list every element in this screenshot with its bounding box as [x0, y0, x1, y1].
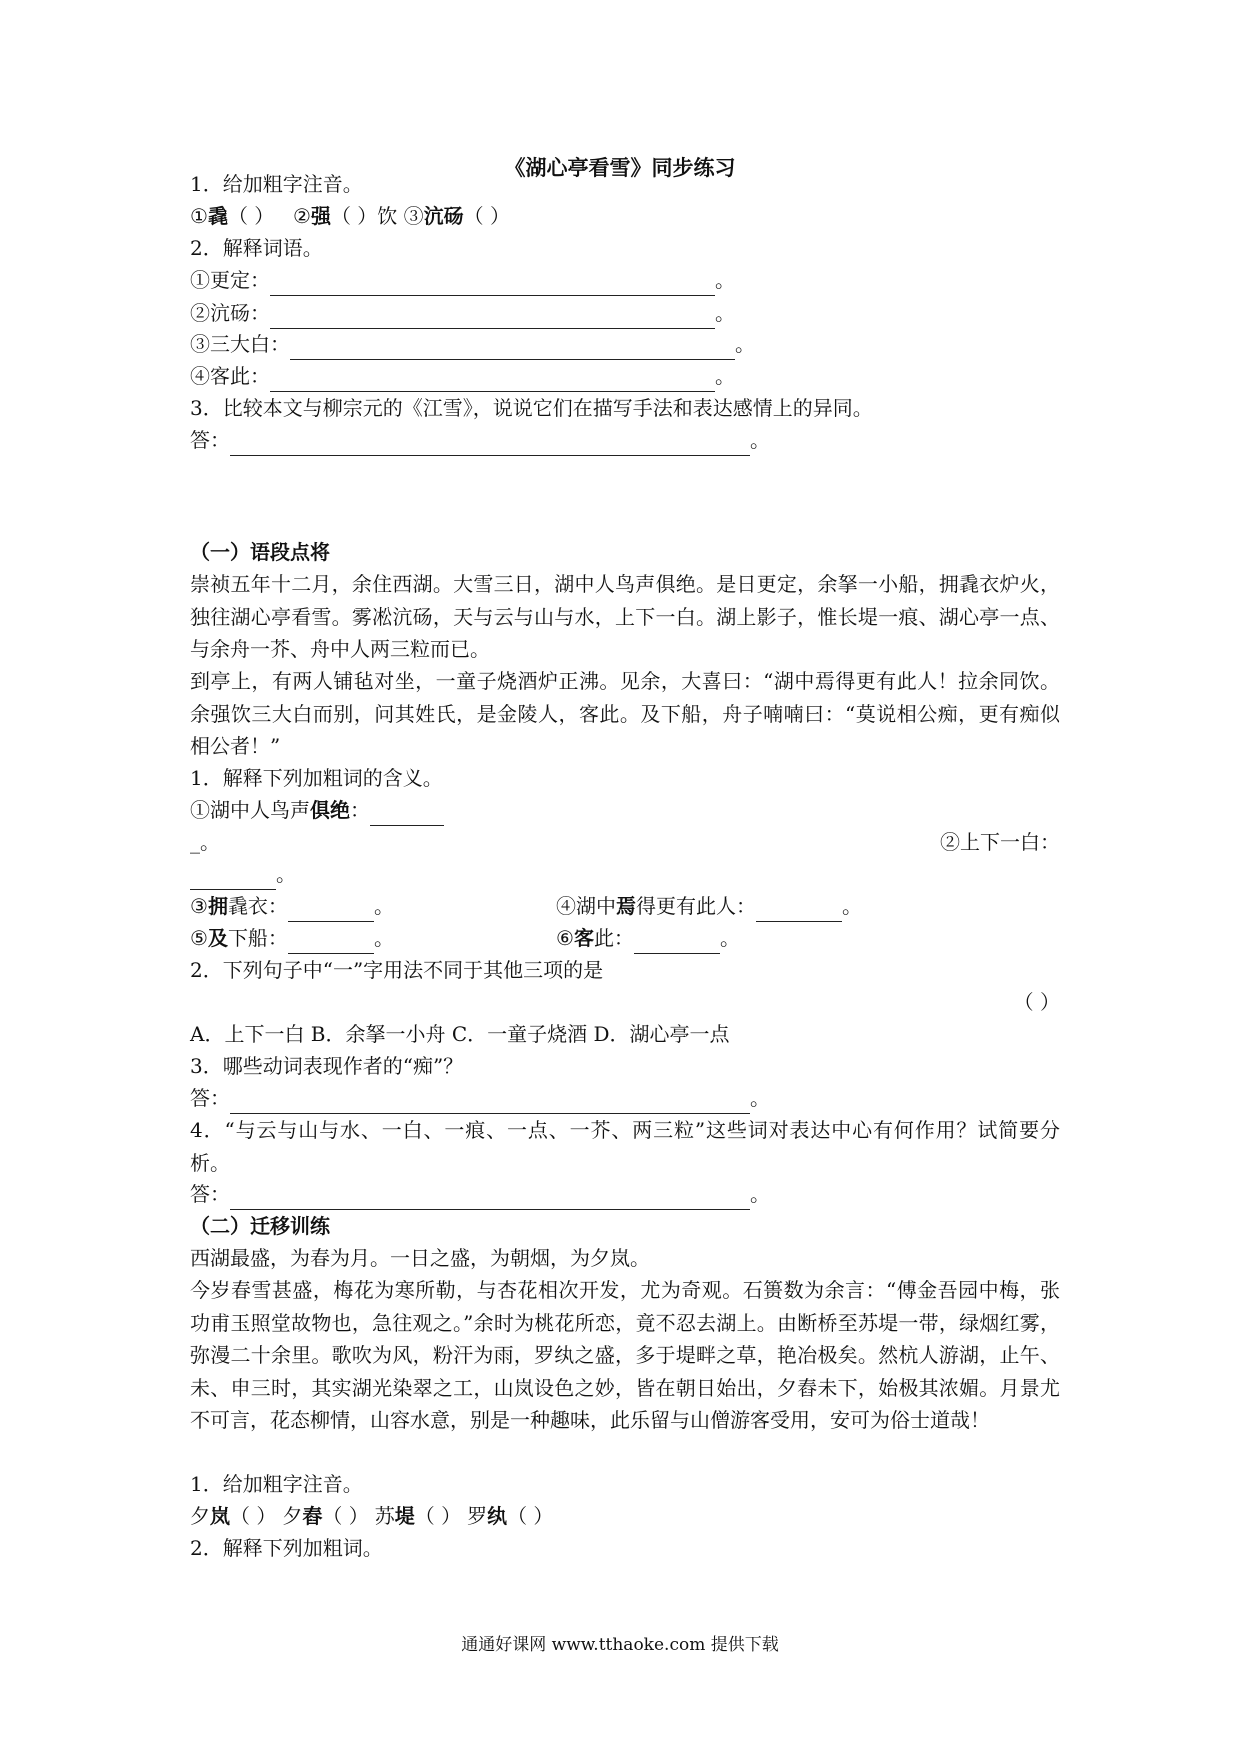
question-4: 4．“与云与山与水、一白、一痕、一点、一芥、两三粒”这些词对表达中心有何作用？试简要分析。 — [190, 1118, 1060, 1175]
period: 。 — [842, 894, 862, 918]
question-3: 3．哪些动词表现作者的“痴”？ — [190, 1054, 464, 1078]
pinyin-blank[interactable]: （ ） — [463, 204, 511, 228]
answer-label: 答： — [190, 1182, 230, 1206]
question-3: 3．比较本文与柳宗元的《江雪》，说说它们在描写手法和表达感情上的异同。 — [190, 396, 873, 420]
page-title: 《湖心亭看雪》同步练习 — [504, 155, 736, 180]
period: 。 — [719, 926, 740, 950]
bold-word: 拥 — [207, 894, 228, 918]
define-label: ①湖中人鸟声 — [190, 798, 310, 822]
period: 。 — [715, 268, 735, 292]
answer-blank[interactable] — [288, 931, 374, 954]
bold-word: 焉 — [616, 894, 636, 918]
define-item — [190, 264, 1060, 296]
define-row — [556, 890, 1056, 922]
passage-paragraph: 崇祯五年十二月，余住西湖。大雪三日，湖中人鸟声俱绝。是日更定，余拏一小船，拥毳衣炉火，独往湖心亭看雪。雾凇沆砀，天与云与山与水，上下一白。湖上影子，惟长堤一痕、湖心亭一点、与余舟一芥、舟中人两三粒而已。 — [190, 572, 1060, 661]
answer-blank[interactable] — [270, 273, 715, 296]
answer-blank[interactable] — [634, 931, 720, 954]
bold-word: 沆砀 — [423, 204, 464, 228]
define-row — [556, 922, 1056, 954]
period: 。 — [715, 301, 735, 325]
period: 。 — [373, 894, 394, 918]
question-1: 1．给加粗字注音。 — [190, 1472, 363, 1496]
pinyin-blank[interactable]: （ ） — [227, 204, 275, 228]
answer-blank[interactable] — [270, 306, 715, 329]
bold-word: 舂 — [302, 1504, 323, 1528]
passage-paragraph: 西湖最盛，为春为月。一日之盛，为朝烟，为夕岚。 — [190, 1246, 650, 1270]
answer-blank[interactable] — [230, 1091, 750, 1114]
question-2: 2．解释下列加粗词。 — [190, 1536, 383, 1560]
answer-line — [190, 1082, 1060, 1114]
question-1: 1．给加粗字注音。 — [190, 172, 363, 196]
define-label: ②沆砀： — [190, 301, 270, 325]
colon: ： — [350, 798, 370, 822]
question-2: 2．下列句子中“一”字用法不同于其他三项的是 — [190, 958, 604, 982]
item-prefix: ① — [190, 204, 208, 228]
define-label: ④湖中 — [556, 894, 616, 918]
answer-label: 答： — [190, 428, 230, 452]
answer-label: 答： — [190, 1086, 230, 1110]
define-item — [190, 360, 1060, 392]
define-label: ③ — [190, 894, 208, 918]
question-1: 1．解释下列加粗词的含义。 — [190, 766, 443, 790]
section-heading: （一）语段点将 — [190, 540, 330, 564]
define-label: 得更有此人： — [636, 894, 756, 918]
define-item — [190, 794, 1060, 826]
pinyin-blank[interactable]: （ ）饮 — [330, 204, 398, 228]
answer-blank[interactable] — [288, 899, 374, 922]
section-heading: （二）迁移训练 — [190, 1214, 330, 1238]
answer-line — [190, 424, 1060, 456]
item-prefix: ③ — [403, 204, 424, 228]
pinyin-blank[interactable]: （ ） — [230, 1504, 277, 1528]
answer-blank[interactable] — [230, 433, 750, 456]
answer-line — [190, 858, 1060, 890]
define-item-tail: _。 — [190, 830, 220, 854]
bold-word: 客 — [573, 926, 594, 950]
item-prefix: ② — [293, 204, 311, 228]
define-item — [190, 328, 1060, 360]
period: 。 — [750, 1182, 770, 1206]
answer-blank[interactable] — [190, 867, 276, 890]
define-label: ⑤ — [190, 926, 208, 950]
define-item: ②上下一白： — [940, 830, 1060, 854]
period: 。 — [735, 332, 755, 356]
bold-word: 纨 — [487, 1504, 508, 1528]
period: 。 — [715, 364, 735, 388]
answer-blank[interactable] — [270, 369, 715, 392]
pinyin-blank[interactable]: （ ） — [507, 1504, 554, 1528]
define-label: 此： — [593, 926, 634, 950]
define-label: 毳衣： — [227, 894, 288, 918]
answer-line — [190, 1178, 1060, 1210]
word-pre: 苏 — [374, 1504, 395, 1528]
footer-source[interactable]: 通通好课网 www.tthaoke.com 提供下载 — [461, 1635, 779, 1655]
answer-blank[interactable] — [370, 803, 444, 826]
choice-paren[interactable]: （ ） — [1013, 990, 1060, 1014]
define-label: ④客此： — [190, 364, 270, 388]
pinyin-blank[interactable]: （ ） — [414, 1504, 462, 1528]
word-pre: 罗 — [467, 1504, 488, 1528]
question-2: 2．解释词语。 — [190, 236, 323, 260]
word-pre: 夕 — [282, 1504, 303, 1528]
answer-blank[interactable] — [290, 337, 735, 360]
pinyin-blank[interactable]: （ ） — [322, 1504, 369, 1528]
word-pre: 夕 — [190, 1504, 210, 1528]
period: 。 — [750, 428, 770, 452]
passage-paragraph: 今岁春雪甚盛，梅花为寒所勒，与杏花相次开发，尤为奇观。石篑数为余言：“傅金吾园中梅，张功甫玉照堂故物也，急往观之。”余时为桃花所恋，竟不忍去湖上。由断桥至苏堤一带，绿烟红雾，弥漫二十余里。歌吹为风，粉汗为雨，罗纨之盛，多于堤畔之草，艳冶极矣。然杭人游湖，止午、未、申三时，其实湖光染翠之工，山岚设色之妙，皆在朝日始出，夕舂未下，始极其浓媚。月景尤不可言，花态柳情，山容水意，别是一种趣味，此乐留与山僧游客受用，安可为俗士道哉！ — [190, 1278, 1060, 1432]
define-label: ③三大白： — [190, 332, 290, 356]
bold-word: 岚 — [210, 1504, 230, 1528]
question-1-items — [190, 200, 1060, 232]
define-item — [190, 297, 1060, 329]
define-label: ⑥ — [556, 926, 574, 950]
bold-word: 强 — [310, 204, 331, 228]
passage-paragraph: 到亭上，有两人铺毡对坐，一童子烧酒炉正沸。见余，大喜曰：“湖中焉得更有此人！拉余同饮。余强饮三大白而别，问其姓氏，是金陵人，客此。及下船，舟子喃喃曰：“莫说相公痴，更有痴似相公者！” — [190, 669, 1060, 758]
choice-options: A．上下一白 B．余拏一小舟 C．一童子烧酒 D．湖心亭一点 — [190, 1022, 730, 1046]
bold-word: 及 — [207, 926, 228, 950]
define-label: ①更定： — [190, 268, 270, 292]
period: 。 — [373, 926, 394, 950]
define-label: 下船： — [227, 926, 288, 950]
answer-blank[interactable] — [230, 1187, 750, 1210]
period: 。 — [276, 862, 296, 886]
bold-word: 俱绝 — [310, 798, 350, 822]
pinyin-items — [190, 1500, 1060, 1532]
bold-word: 毳 — [207, 204, 228, 228]
period: 。 — [750, 1086, 770, 1110]
bold-word: 堤 — [394, 1504, 415, 1528]
answer-blank[interactable] — [756, 899, 842, 922]
